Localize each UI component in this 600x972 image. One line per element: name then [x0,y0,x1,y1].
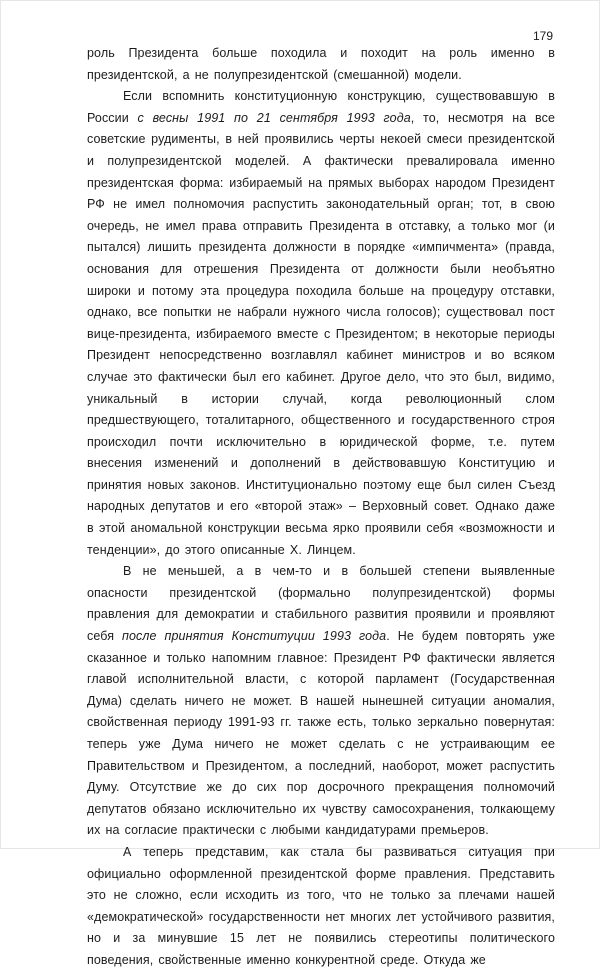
paragraph [87,86,555,561]
text-segment: А теперь представим, как стала бы развиваться ситуация при официально оформленной президентской форме правления. Представить это не сложно, если исходить из того, что не только за плечами нашей «демократической» государственности нет многих лет устойчивого развития, но и за минувшие 15 лет не появились стереотипы политического поведения, свойственные именно конкурентной среде. Откуда же [87,844,555,967]
paragraph [87,561,555,842]
document-body [87,29,555,972]
paragraph [87,43,555,86]
italic-text-segment: после принятия Конституции 1993 года [122,629,387,644]
text-segment: . Не будем повторять уже сказанное и только напомним главное: Президент РФ фактически является главой исполнительной власти, с которой парламент (Государственная Дума) сделать ничего не может. В нашей нынешней ситуации аномалия, свойственная периоду 1991-93 гг. также есть, только зеркально повернутая: теперь уже Дума ничего не может сделать с не устраивающим ее Правительством и Президентом, а последний, наоборот, может распустить Думу. Отсутствие же до сих пор досрочного прекращения полномочий депутатов обязано исключительно их чувству самосохранения, толкающему их на согласие практически с любыми кандидатурами премьеров. [87,629,555,838]
paragraph [87,842,555,972]
page-number: 179 [532,29,553,43]
text-segment: Если вспомнить конституционную конструкцию, существовавшую в России [87,89,555,125]
text-segment: , то, несмотря на все советские рудименты, в ней проявились черты некоей смеси президентской и полупрезидентской моделей. А фактически превалировала именно президентская форма: избираемый на прямых выборах народом Президент РФ не имел полномочия распустить законодательный орган; тот, в свою очередь, не имел права отправить Президента в отставку, а только мог (и пытался) лишить президента должности в порядке «импичмента» (правда, основания для отрешения Президента от должности были необъятно широки и потому эта процедура походила больше на процедуру отставки, однако, все попытки не набрали нужного числа голосов); существовал пост вице-президента, избираемого вместе с Президентом; в некоторые периоды Президент непосредственно возглавлял кабинет министров и во всяком случае это фактически был его кабинет. Другое дело, что это был, видимо, уникальный в истории случай, когда революционный слом предшествующего, тоталитарного, общественного и государственного строя происходил почти исключительно в юридической форме, т.е. путем внесения изменений и дополнений в действовавшую Конституцию и принятия новых законов. Институционально поэтому еще был силен Съезд народных депутатов и его «второй этаж» – Верховный совет. Однако даже в этой аномальной конструкции весьма ярко проявили себя «возможности и тенденции», до этого описанные Х. Линцем. [87,110,555,557]
italic-text-segment: с весны 1991 по 21 сентября 1993 года [137,110,411,125]
text-segment: В не меньшей, а в чем-то и в большей степени выявленные опасности президентской (формально полупрезидентской) формы правления для демократии и стабильного развития проявили и проявляют себя [87,564,555,644]
text-segment: роль Президента больше походила и походит на роль именно в президентской, а не полупрезидентской (смешанной) модели. [87,46,555,82]
